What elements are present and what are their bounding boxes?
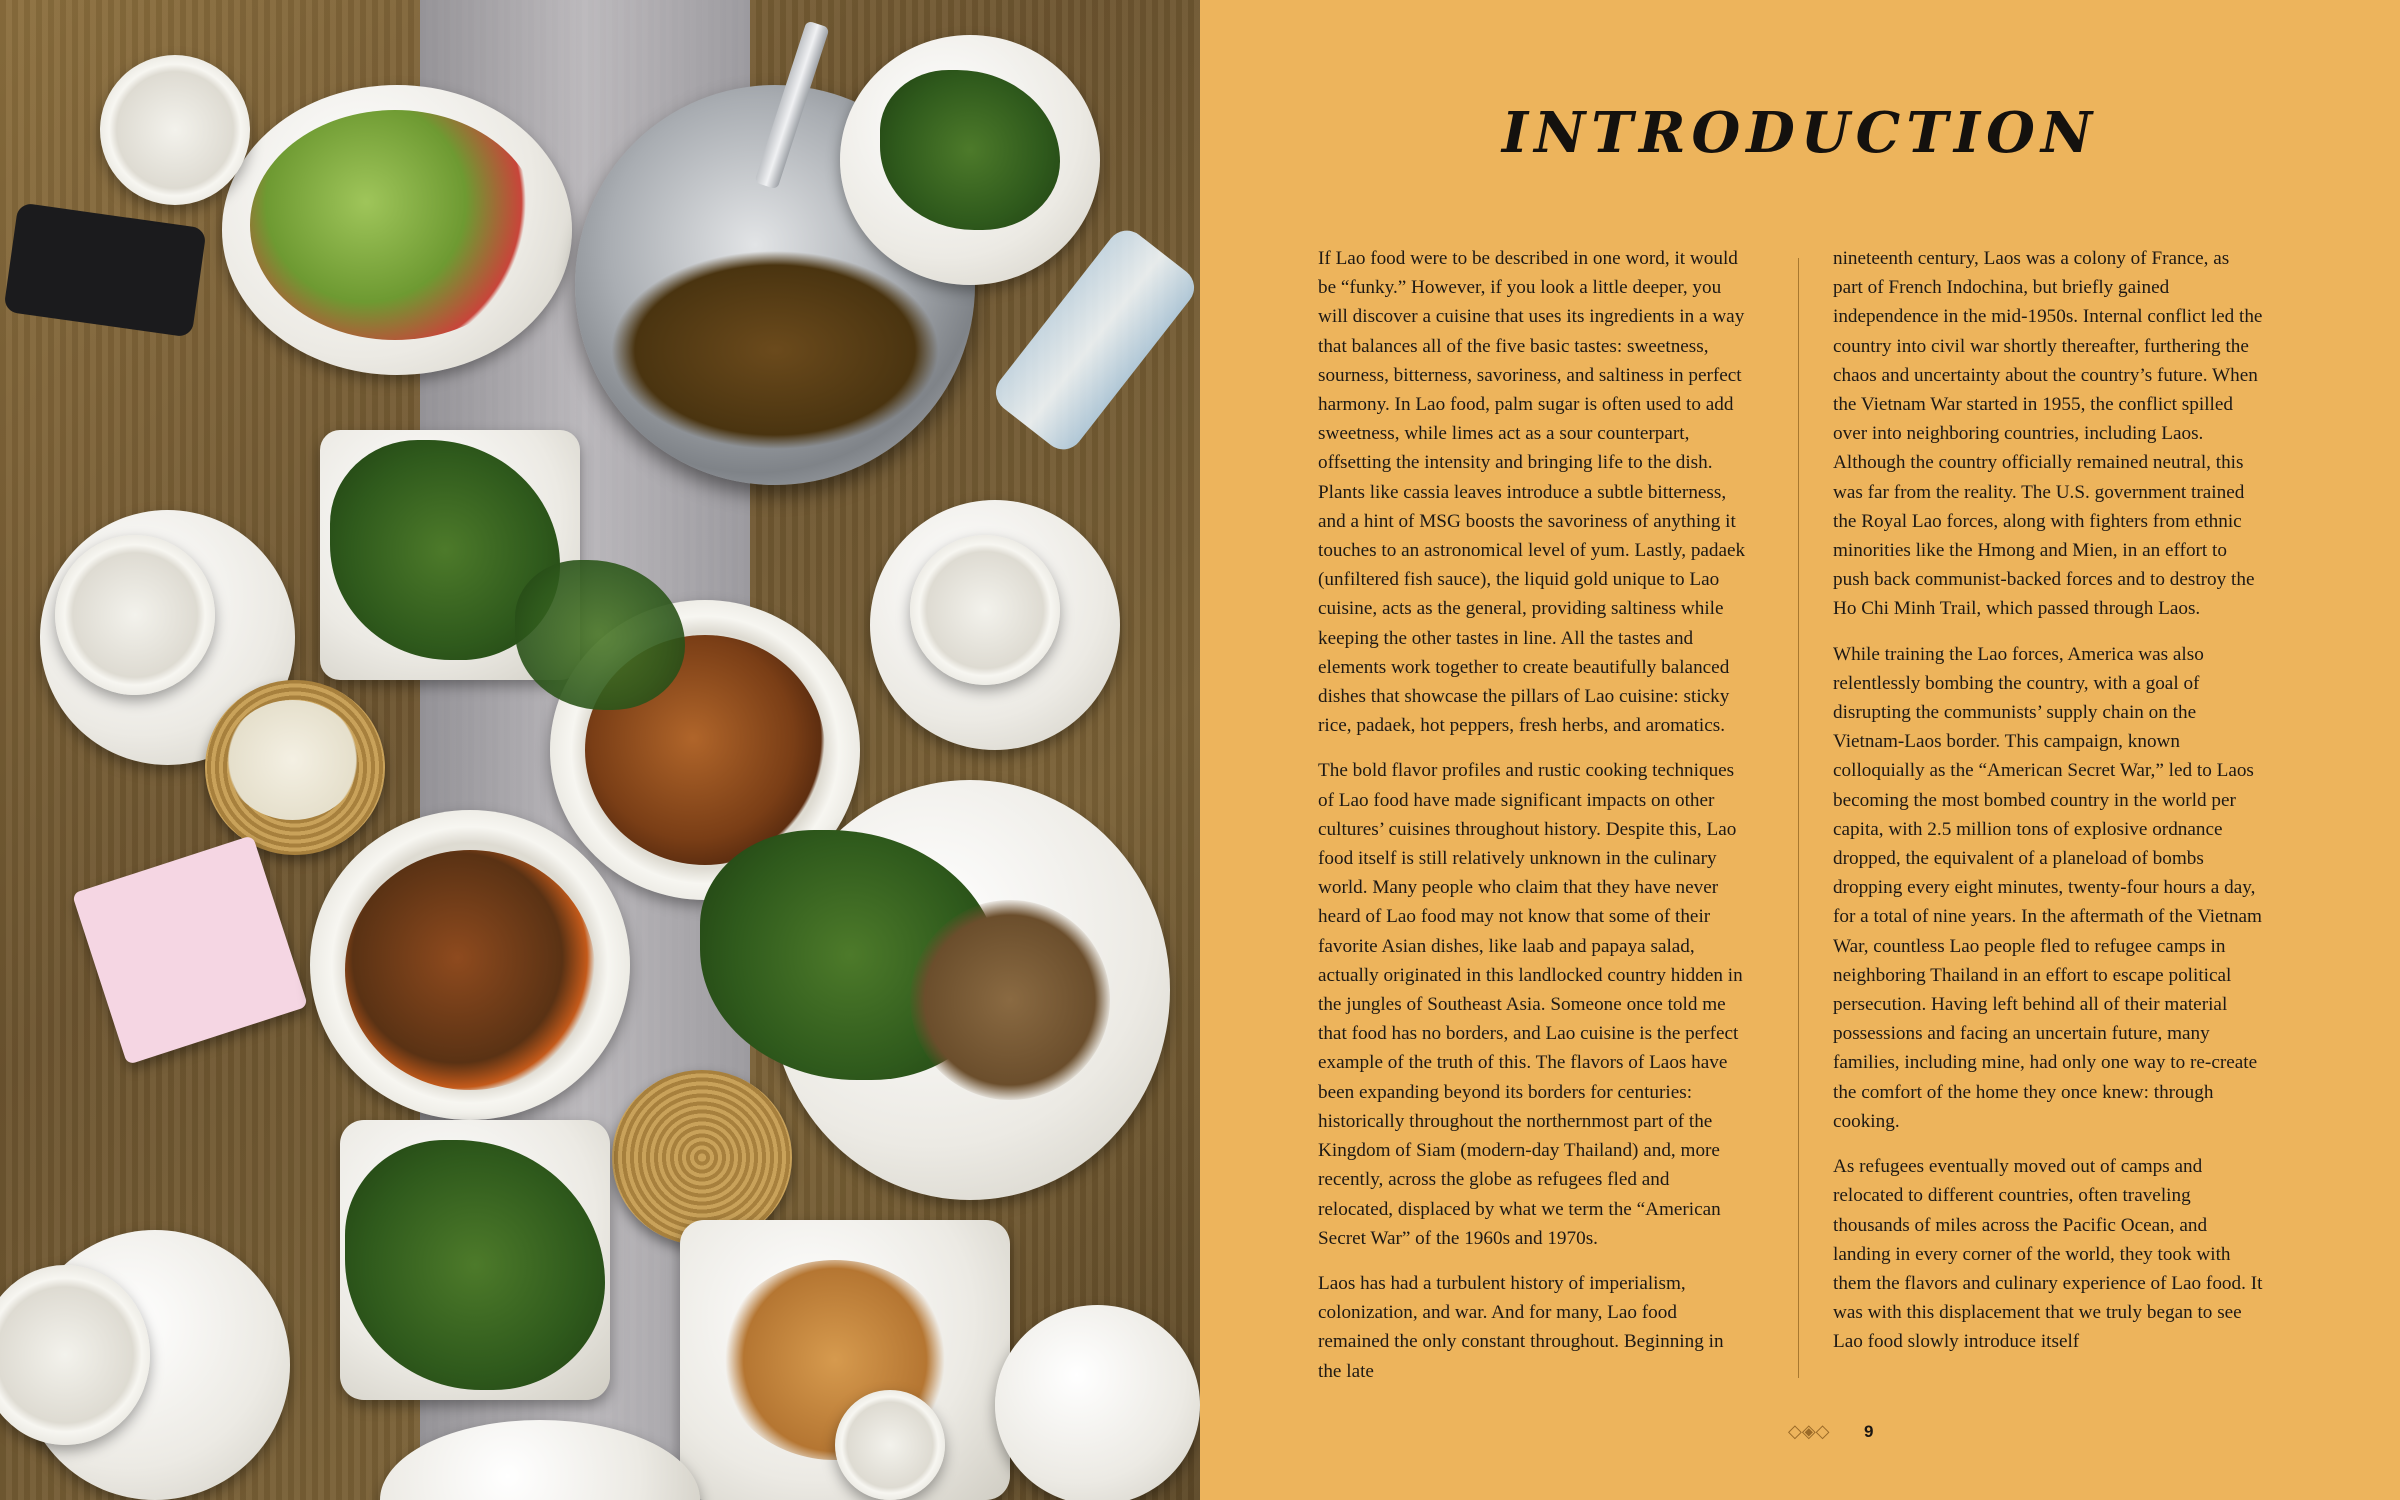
dip-bowl (835, 1390, 945, 1500)
paragraph: Laos has had a turbulent history of imperialism, colonization, and war. And for many, Lao food remained the only constant throughout. Beginning in the late (1318, 1272, 1724, 1382)
text-column-left (1318, 244, 1748, 1402)
cup-right (910, 535, 1060, 685)
ornament-icon: ◇◈◇ (1788, 1421, 1830, 1442)
cup-left (55, 535, 215, 695)
water-bowl (100, 55, 250, 205)
paragraph: nineteenth century, Laos was a colony of France, as part of French Indochina, but briefly gained independence in the mid-1950s. Internal conflict led the country into civil war shortly thereafter, furthering the chaos and uncertainty about the country’s future. When the Vietnam War started in 1955, the conflict spilled over into neighboring countries, including Laos. Although the country officially remained neutral, this was far from the reality. The U.S. government trained the Royal Lao forces, along with fighters from ethnic minorities like the Hmong and Mien, in an effort to push back communist-backed forces and to destroy the Ho Chi Minh Trail, which passed through Laos. (1833, 248, 2263, 620)
tissue-box-image (72, 835, 308, 1065)
text-column-right (1833, 244, 2263, 1373)
soup-broth (610, 250, 940, 450)
tomato-salad (250, 110, 540, 340)
sticky-rice (225, 700, 360, 820)
text-page (1200, 0, 2400, 1500)
phone-image (3, 202, 206, 337)
rice-basket-lid (612, 1070, 792, 1245)
curry-dish (345, 850, 595, 1090)
paragraph: The bold flavor profiles and rustic cooking techniques of Lao food have made significant impacts on other cultures’ cuisines throughout history. Despite this, Lao food itself is still relatively unknown in the culinary world. Many people who claim that they have never heard of Lao food may not know that some of their favorite Asian dishes, like laab and papaya salad, actually originated in this landlocked country hidden in the jungles of Southeast Asia. Someone once told me that food has no borders, and Lao cuisine is the perfect example of the truth of this. The flavors of Laos have been expanding beyond its borders for centuries: historically throughout the northernmost part of the Kingdom of Siam (modern-day Thailand) and, more recently, across the globe as refugees fled and relocated, displaced by what we term the “American Secret War” of the 1960s and 1970s. (1318, 760, 1743, 1249)
page-title: INTRODUCTION (1501, 100, 2099, 166)
paragraph: If Lao food were to be described in one word, it would be “funky.” However, if you look a little deeper, you will discover a cuisine that uses its ingredients in a way that balances all of the five basic tastes: sweetness, sourness, bitterness, savoriness, and saltiness in perfect harmony. In Lao food, palm sugar is often used to add sweetness, while limes act as a sour counterpart, offsetting the intensity and bringing life to the dish. Plants like cassia leaves introduce a subtle bitterness, and a hint of MSG boosts the savoriness of anything it touches to an astronomical level of yum. Lastly, padaek (unfiltered fish sauce), the liquid gold unique to Lao cuisine, acts as the general, providing saltiness while keeping the other tastes in line. All the tastes and elements work together to create beautifully balanced dishes that showcase the pillars of Lao cuisine: sticky rice, padaek, hot peppers, fresh herbs, and aromatics. (1318, 248, 1746, 737)
paragraph: As refugees eventually moved out of camps and relocated to different countries, often traveling thousands of miles across the Pacific Ocean, and landing in every corner of the world, they took with them the flavors and culinary experience of Lao food. It was with this displacement that we truly began to see Lao food slowly introduce itself (1833, 1156, 2263, 1353)
page-number: 9 (1864, 1422, 1874, 1441)
column-divider (1798, 258, 1799, 1378)
paragraph: While training the Lao forces, America was also relentlessly bombing the country, with a goal of disrupting the communists’ supply chain on the Vietnam-Laos border. This campaign, known colloquially as the “American Secret War,” led to Laos becoming the most bombed country in the world per capita, with 2.5 million tons of explosive ordnance dropped, the equivalent of a planeload of bombs dropping every eight minutes, twenty-four hours a day, for a total of nine years. In the aftermath of the Vietnam War, countless Lao people fled to refugee camps in neighboring Thailand in an effort to escape political persecution. Having left behind all of their material possessions and facing an uncertain future, many families, including mine, had only one way to re-create the comfort of the home they once knew: through cooking. (1833, 643, 2262, 1132)
laab-salad (910, 900, 1110, 1100)
saucer-bottom-right (995, 1305, 1200, 1500)
